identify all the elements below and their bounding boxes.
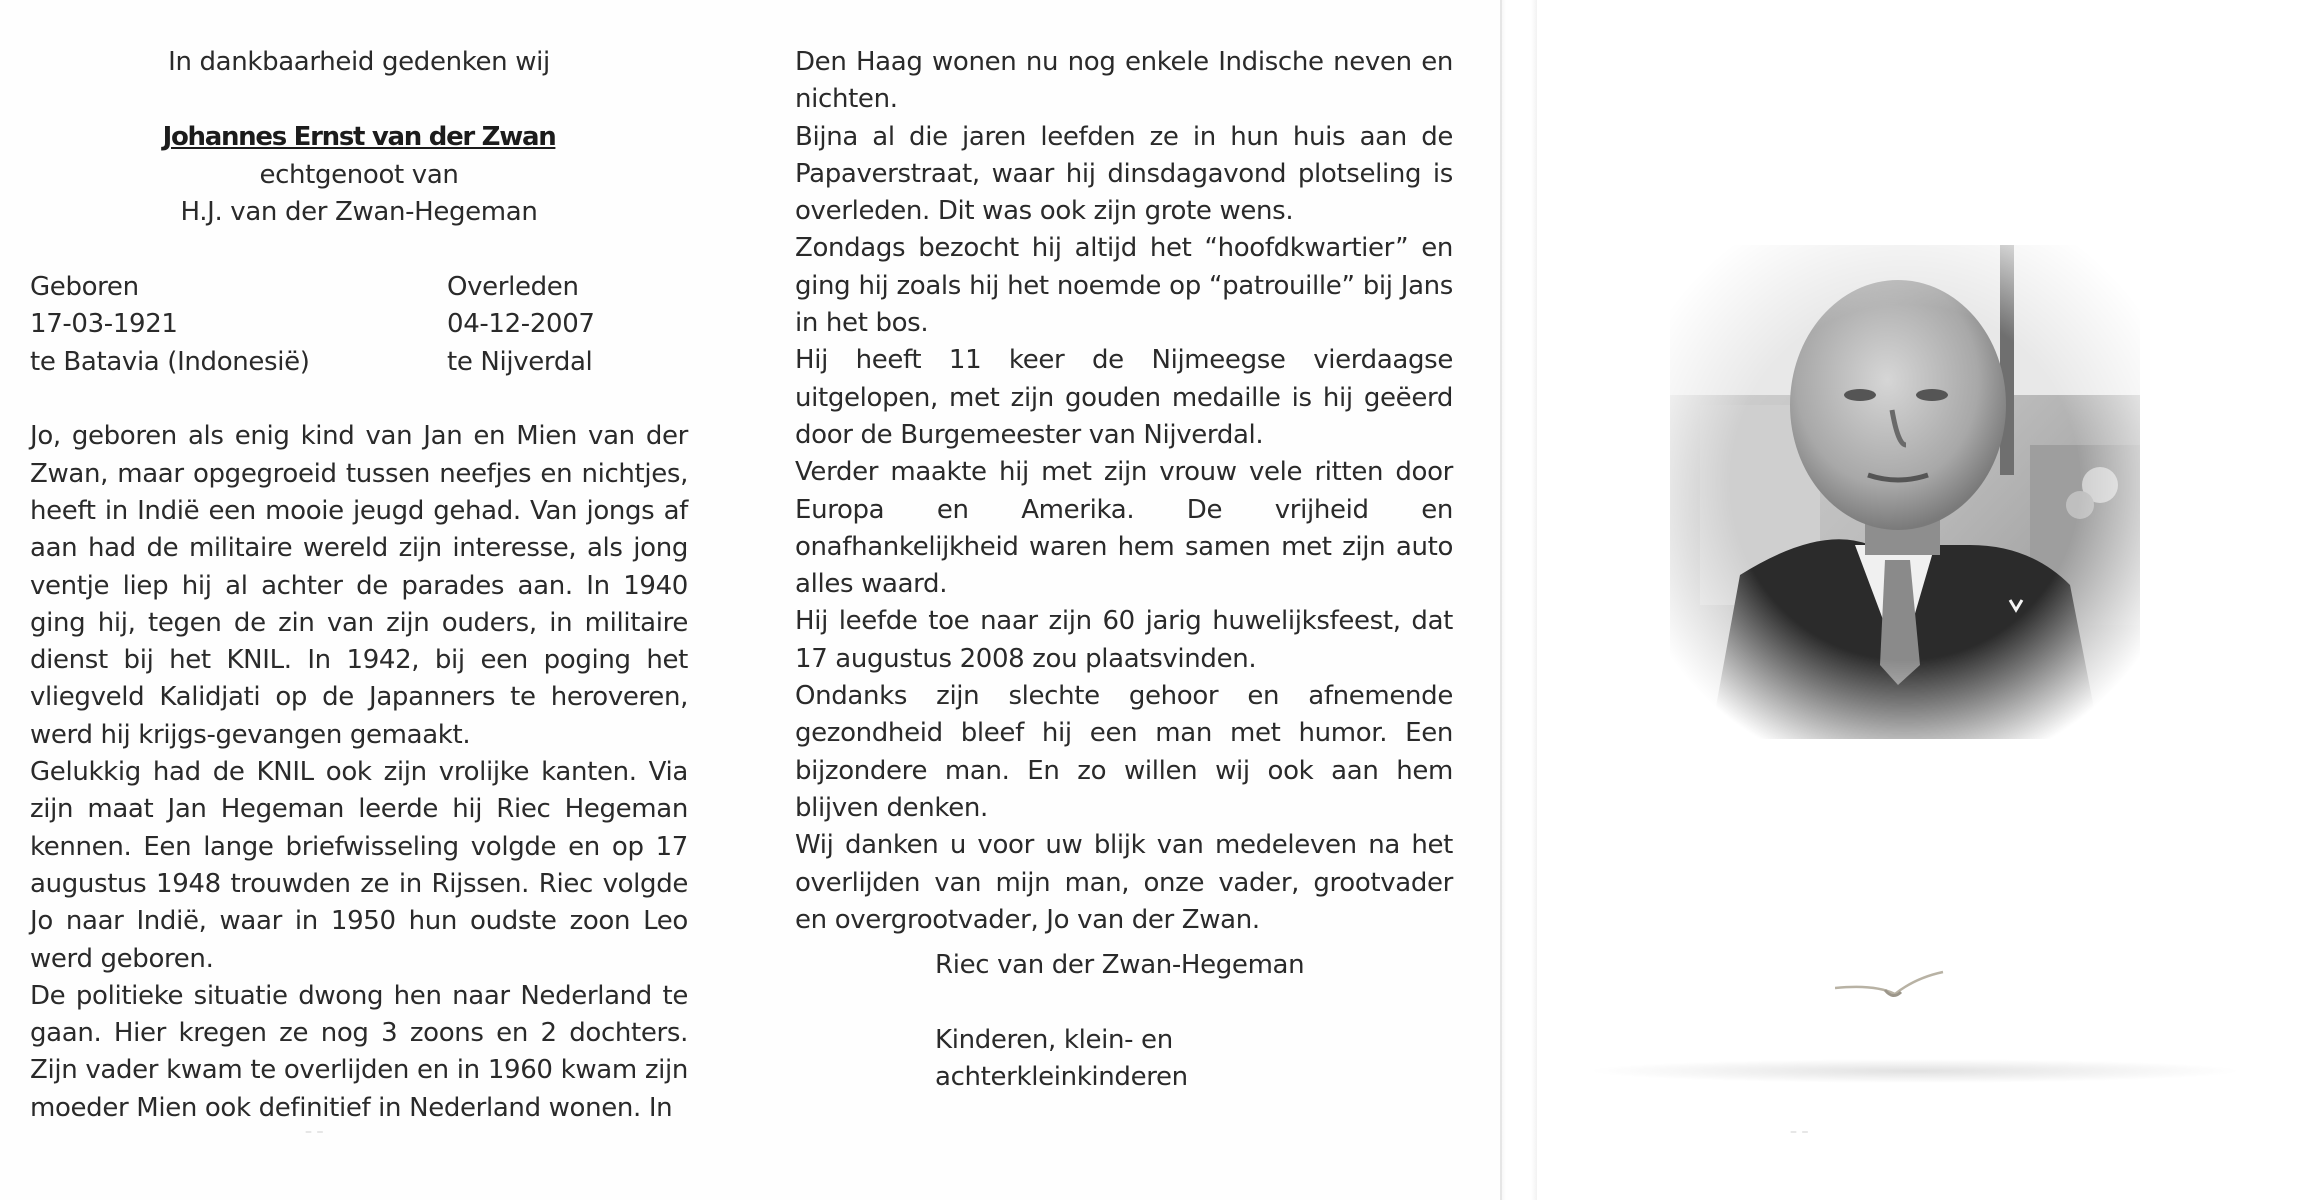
paragraph: Hij heeft 11 keer de Nijmeegse vierdaagse uitgelopen, met zijn gouden medaille is hij geëerd door de Burgemeester van Nijverdal. <box>795 345 1453 450</box>
card-fold <box>1500 0 1537 1200</box>
deceased-name: Johannes Ernst van der Zwan <box>162 122 556 153</box>
paragraph: Gelukkig had de KNIL ook zijn vrolijke kanten. Via zijn maat Jan Hegeman leerde hij Riec Hegeman kennen. Een lange briefwisseling volgde en op 17 augustus 1948 trouwden ze in Rijssen. Riec volgde Jo naar Indië, waar in 1950 hun oudste zoon Leo werd geboren. <box>30 757 688 974</box>
horizon-graphic <box>1590 1056 2240 1086</box>
death-place: te Nijverdal <box>447 346 593 377</box>
paragraph: Jo, geboren als enig kind van Jan en Mien van der Zwan, maar opgegroeid tussen neefjes en nichtjes, heeft in Indië een mooie jeugd gehad. Van jongs af aan had de militaire wereld zijn interesse, als jong ventje liep hij al achter de parades aan. In 1940 ging hij, tegen de zin van zijn ouders, in militaire dienst bij het KNIL. In 1942, bij een poging het vliegveld Kalidjati op de Japanners te heroveren, werd hij krijgs-gevangen gemaakt. <box>30 421 688 750</box>
paragraph: Ondanks zijn slechte gehoor en afnemende gezondheid bleef hij een man met humor. Een bijzondere man. En zo willen wij ook aan hem blijven denken. <box>795 681 1453 823</box>
spouse-line: echtgenoot van <box>259 159 459 190</box>
death-date: 04-12-2007 <box>447 309 595 340</box>
signature-family-line1: Kinderen, klein- en <box>935 1024 1173 1055</box>
spouse-name: H.J. van der Zwan-Hegeman <box>180 196 538 227</box>
paragraph: Wij danken u voor uw blijk van medeleven na het overlijden van mijn man, onze vader, grootvader en overgrootvader, Jo van der Zwan. <box>795 830 1453 935</box>
text-column-right <box>795 44 1453 939</box>
birth-date: 17-03-1921 <box>30 309 178 340</box>
paragraph: Hij leefde toe naar zijn 60 jarig huwelijksfeest, dat 17 augustus 2008 zou plaatsvinden. <box>795 606 1453 674</box>
paragraph: De politieke situatie dwong hen naar Nederland te gaan. Hier kregen ze nog 3 zoons en 2 dochters. Zijn vader kwam te overlijden en in 1960 kwam zijn moeder Mien ook definitief in Nederland wonen. In <box>30 980 688 1123</box>
paragraph: Verder maakte hij met zijn vrouw vele ritten door Europa en Amerika. De vrijheid en onafhankelijkheid waren hem samen met zijn auto alles waard. <box>795 457 1453 600</box>
dates-block <box>30 269 688 381</box>
scan-speck: – – <box>1790 1124 1809 1140</box>
paragraph: Bijna al die jaren leefden ze in hun huis aan de Papaverstraat, waar hij dinsdagavond plotseling is overleden. Dit was ook zijn grote wens. <box>795 121 1453 227</box>
birth-label: Geboren <box>30 272 139 303</box>
signature-family-line2: achterkleinkinderen <box>935 1061 1188 1092</box>
death-info <box>447 269 688 381</box>
signature-widow: Riec van der Zwan-Hegeman <box>935 950 1305 980</box>
intro-line: In dankbaarheid gedenken wij <box>168 47 550 77</box>
birth-info <box>30 269 447 381</box>
birth-place: te Batavia (Indonesië) <box>30 346 310 377</box>
seagull-icon <box>1835 970 1945 1010</box>
signature-block <box>935 947 1304 1096</box>
portrait-photo <box>1670 245 2140 739</box>
paragraph: Zondags bezocht hij altijd het “hoofdkwartier” en ging hij zoals hij het noemde op “patrouille” bij Jans in het bos. <box>795 233 1453 339</box>
scan-speck: – – <box>305 1124 324 1140</box>
text-column-left <box>30 44 688 1127</box>
paragraph: Den Haag wonen nu nog enkele Indische neven en nichten. <box>795 47 1453 115</box>
death-label: Overleden <box>447 272 579 303</box>
